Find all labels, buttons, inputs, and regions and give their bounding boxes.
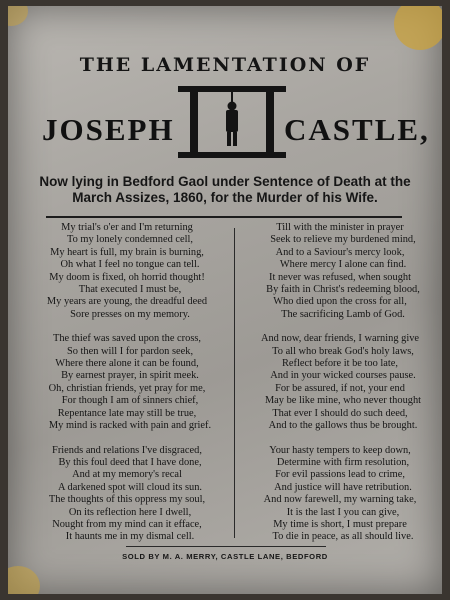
poem-line: Seek to relieve my burdened mind, [270, 234, 416, 246]
poem-line: And to the gallows thus be brought. [268, 420, 418, 432]
poem-line: By earnest prayer, in spirit meek. [61, 370, 199, 382]
poem-line: Oh, christian friends, yet pray for me, [48, 382, 206, 394]
stanza [24, 445, 230, 544]
poem-line: That executed I must be, [78, 284, 182, 296]
poem-line: My doom is fixed, oh horrid thought! [49, 271, 205, 283]
broadside-sheet [8, 6, 442, 594]
poem-line: The thoughts of this oppress my soul, [48, 494, 206, 506]
poem-line: So then will I for pardon seek, [66, 345, 194, 357]
printer-imprint: SOLD BY M. A. MERRY, CASTLE LANE, BEDFORD [122, 552, 328, 561]
poem-line: For though I am of sinners chief, [61, 395, 199, 407]
poem-line: A darkened spot will cloud its sun. [57, 481, 202, 493]
poem-line: And to a Saviour's mercy look, [275, 246, 405, 258]
title-lamentation: THE LAMENTATION OF [79, 54, 371, 76]
subtitle-line-1: Now lying in Bedford Gaol under Sentence of Death at the [39, 174, 411, 189]
poem-line: And now, dear friends, I warning give [260, 333, 420, 345]
poem-line: May be like mine, who never thought [264, 395, 422, 407]
poem-line: My heart is full, my brain is burning, [50, 246, 204, 258]
subtitle [28, 174, 422, 206]
stanza [240, 333, 440, 432]
stanza [24, 333, 230, 432]
poem-line: For be assured, if not, your end [275, 382, 405, 394]
poem-line: For evil passions lead to crime, [275, 469, 405, 481]
poem-line: It is the last I you can give, [286, 506, 400, 518]
column-rule [234, 228, 235, 538]
poem-line: Friends and relations I've disgraced, [52, 444, 202, 456]
poem-line: Determine with firm resolution, [276, 456, 410, 468]
poem-line: That ever I should do such deed, [272, 407, 408, 419]
stanza [240, 445, 440, 544]
poem-line: My trial's o'er and I'm returning [61, 222, 193, 233]
poem-line: By faith in Christ's redeeming blood, [266, 284, 420, 296]
poem-line: My years are young, the dreadful deed [46, 296, 208, 308]
poem-line: Who died upon the cross for all, [273, 296, 407, 308]
poem-line: To all who break God's holy laws, [272, 345, 414, 357]
poem-column-left [24, 222, 230, 556]
poem-line: To my lonely condemned cell, [67, 234, 193, 246]
stanza [240, 222, 440, 321]
poem-line: The sacrificing Lamb of God. [281, 308, 405, 320]
header-divider [46, 216, 402, 218]
poem-line: The thief was saved upon the cross, [52, 333, 202, 345]
poem-line: My time is short, I must prepare [273, 518, 407, 530]
stanza [24, 222, 230, 321]
poem-line: Where there alone it can be found, [55, 358, 199, 370]
poem-line: It haunts me in my dismal cell. [65, 531, 195, 543]
stain-top-left [8, 6, 28, 26]
poem-line: Where mercy I alone can find. [279, 259, 407, 271]
poem-line: To die in peace, as all should live. [272, 531, 414, 543]
poem-line: By this foul deed that I have done, [58, 456, 202, 468]
poem-line: It never was refused, when sought [269, 271, 411, 283]
poem-column-right [240, 222, 440, 556]
stain-bottom-left [8, 566, 40, 594]
poem-line: Reflect before it be too late, [282, 358, 398, 370]
footer-rule [126, 546, 326, 547]
poem-line: And now farewell, my warning take, [263, 494, 417, 506]
poem-line: And in your wicked courses pause. [270, 370, 416, 382]
name-row [8, 92, 442, 172]
stain-top-right [394, 6, 442, 50]
poem-line: And at my memory's recal [72, 469, 182, 481]
name-castle: CASTLE, [284, 112, 430, 147]
poem-line: My mind is racked with pain and grief. [48, 420, 212, 432]
poem-line: Oh what I feel no tongue can tell. [60, 259, 200, 271]
subtitle-line-2: March Assizes, 1860, for the Murder of his Wife. [72, 190, 378, 205]
poem-line: Nought from my mind can it efface, [52, 518, 202, 530]
gallows-icon [176, 84, 288, 160]
poem-line: Repentance late may still be true, [57, 407, 197, 419]
poem-line: On its reflection here I dwell, [68, 506, 192, 518]
poem-line: Your hasty tempers to keep down, [269, 444, 411, 456]
poem-line: Till with the minister in prayer [276, 222, 404, 233]
poem-line: Sore presses on my memory. [70, 308, 190, 320]
name-joseph: JOSEPH [42, 112, 175, 147]
poem-line: And justice will have retribution. [274, 481, 412, 493]
